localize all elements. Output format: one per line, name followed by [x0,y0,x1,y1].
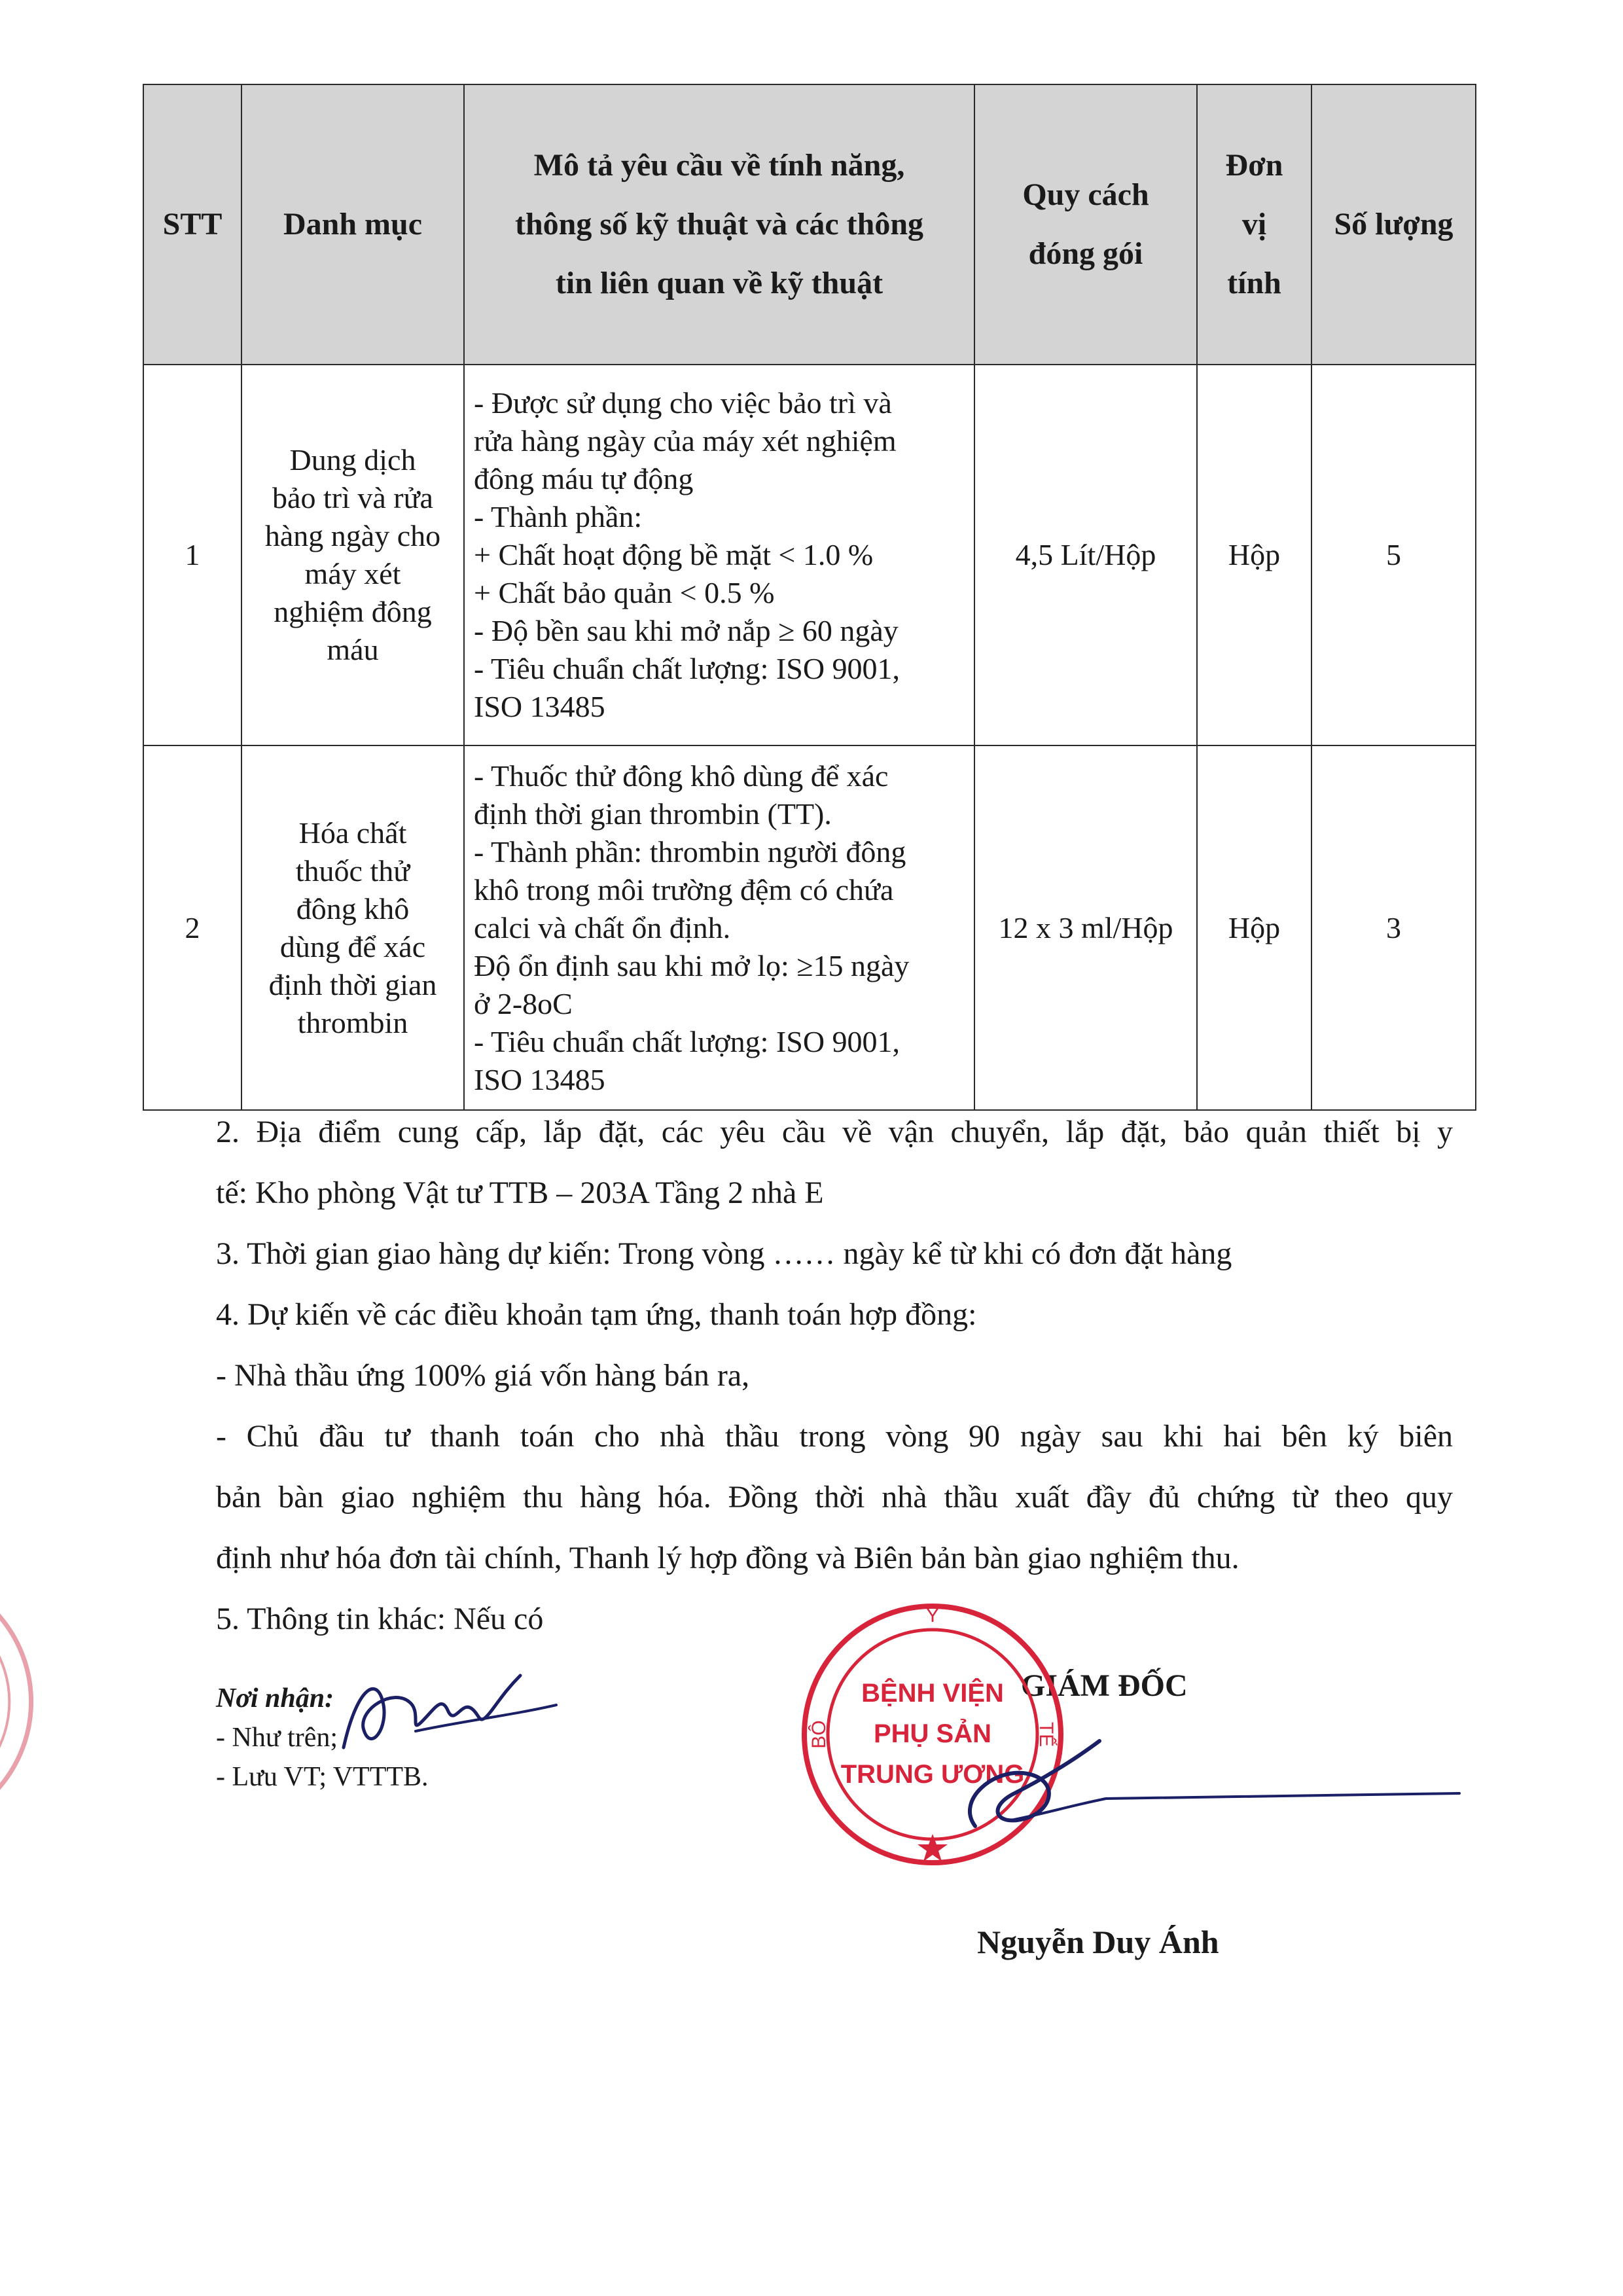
danh-muc-line: đông khô [296,891,410,925]
header-don-vi-line: tính [1227,266,1281,300]
cell-don-vi: Hộp [1197,745,1311,1110]
header-mo-ta [464,84,974,365]
paragraph-payment-terms: 4. Dự kiến về các điều khoản tạm ứng, thanh toán hợp đồng: [216,1297,977,1332]
director-name: Nguyễn Duy Ánh [977,1924,1219,1960]
mo-ta-line: đông máu tự động [474,462,694,495]
header-don-vi-line: vị [1241,207,1267,242]
mo-ta-line: rửa hàng ngày của máy xét nghiệm [474,424,897,457]
header-mo-ta-line: thông số kỹ thuật và các thông [514,207,924,242]
mo-ta-line: - Tiêu chuẩn chất lượng: ISO 9001, [474,1024,901,1058]
stamp-top-text: Y [925,1605,940,1626]
danh-muc-line: Hóa chất [298,816,407,850]
header-don-vi-line: Đơn [1225,148,1283,183]
cell-stt: 1 [143,365,241,745]
danh-muc-line: định thời gian [268,967,437,1001]
table-row [143,745,1476,1110]
edge-stamp-icon [0,1564,72,1839]
mo-ta-line: Độ ổn định sau khi mở lọ: ≥15 ngày [474,948,910,982]
mo-ta-line: - Tiêu chuẩn chất lượng: ISO 9001, [474,652,901,685]
mo-ta-line: calci và chất ổn định. [474,910,731,944]
recipient-item: - Lưu VT; VTTTB. [216,1762,429,1792]
cell-danh-muc [241,745,464,1110]
stamp-right-text: TẾ [1035,1721,1057,1748]
mo-ta-line: ISO 13485 [474,1062,605,1096]
paragraph-delivery-time: 3. Thời gian giao hàng dự kiến: Trong vòng …… ngày kể từ khi có đơn đặt hàng [216,1236,1232,1271]
header-don-vi [1197,84,1311,365]
stamp-line3: TRUNG ƯƠNG [840,1760,1025,1789]
cell-don-vi: Hộp [1197,365,1311,745]
cell-danh-muc [241,365,464,745]
paragraph-advance: - Nhà thầu ứng 100% giá vốn hàng bán ra, [216,1358,750,1393]
mo-ta-line: + Chất bảo quản < 0.5 % [474,576,775,609]
mo-ta-line: ở 2-8oC [474,986,573,1020]
mo-ta-line: ISO 13485 [474,690,605,723]
cell-quy-cach: 4,5 Lít/Hộp [974,365,1197,745]
danh-muc-line: máy xét [304,557,401,590]
stamp-left-text: BỘ [808,1720,830,1749]
mo-ta-line: định thời gian thrombin (TT). [474,797,832,831]
paragraph-payment-line3: định như hóa đơn tài chính, Thanh lý hợp đồng và Biên bản bàn giao nghiệm thu. [216,1541,1240,1575]
mo-ta-line: khô trong môi trường đệm có chứa [474,872,894,906]
paragraph-delivery-location: 2. Địa điểm cung cấp, lắp đặt, các yêu cầu về vận chuyển, lắp đặt, bảo quản thiết bị y [216,1115,1453,1149]
header-quy-cach-line: đóng gói [1028,236,1143,271]
mo-ta-line: - Thành phần: thrombin người đông [474,834,906,869]
danh-muc-line: thuốc thử [295,853,410,888]
director-signature-icon [936,1728,1472,1846]
header-danh-muc: Danh mục [241,84,464,365]
cell-so-luong: 3 [1311,745,1476,1110]
mo-ta-line: + Chất hoạt động bề mặt < 1.0 % [474,538,874,571]
director-title: GIÁM ĐỐC [1021,1668,1188,1703]
danh-muc-line: hàng ngày cho [264,519,441,552]
danh-muc-line: bảo trì và rửa [272,481,433,514]
header-mo-ta-line: tin liên quan về kỹ thuật [555,266,883,300]
header-so-luong: Số lượng [1311,84,1476,365]
cell-mo-ta [464,365,974,745]
mo-ta-line: - Thành phần: [474,500,643,533]
cell-so-luong: 5 [1311,365,1476,745]
table-header-row [143,84,1476,365]
header-quy-cach [974,84,1197,365]
cell-quy-cach: 12 x 3 ml/Hộp [974,745,1197,1110]
danh-muc-line: Dung dịch [289,443,416,476]
header-stt: STT [143,84,241,365]
initial-signature-icon [330,1649,566,1767]
mo-ta-line: - Được sử dụng cho việc bảo trì và [474,386,892,420]
mo-ta-line: - Thuốc thử đông khô dùng để xác [474,759,889,793]
header-quy-cach-line: Quy cách [1022,177,1149,212]
stamp-line1: BỆNH VIỆN [861,1679,1004,1708]
danh-muc-line: nghiệm đông [274,595,432,628]
paragraph-delivery-location-cont: tế: Kho phòng Vật tư TTB – 203A Tầng 2 nhà E [216,1175,824,1210]
header-mo-ta-line: Mô tả yêu cầu về tính năng, [533,148,905,183]
specification-table [143,84,1476,1111]
danh-muc-line: máu [327,633,379,666]
paragraph-other-info: 5. Thông tin khác: Nếu có [216,1602,544,1636]
recipient-item: - Như trên; [216,1723,338,1753]
recipients-title: Nơi nhận: [216,1683,334,1713]
cell-mo-ta [464,745,974,1110]
mo-ta-line: - Độ bền sau khi mở nắp ≥ 60 ngày [474,614,899,647]
cell-stt: 2 [143,745,241,1110]
danh-muc-line: thrombin [297,1005,408,1039]
danh-muc-line: dùng để xác [279,929,426,963]
paragraph-payment-line1: - Chủ đầu tư thanh toán cho nhà thầu trong vòng 90 ngày sau khi hai bên ký biên [216,1419,1453,1454]
stamp-line2: PHỤ SẢN [873,1719,992,1748]
paragraph-payment-line2: bản bàn giao nghiệm thu hàng hóa. Đồng thời nhà thầu xuất đầy đủ chứng từ theo quy [216,1480,1453,1515]
table-row [143,365,1476,745]
